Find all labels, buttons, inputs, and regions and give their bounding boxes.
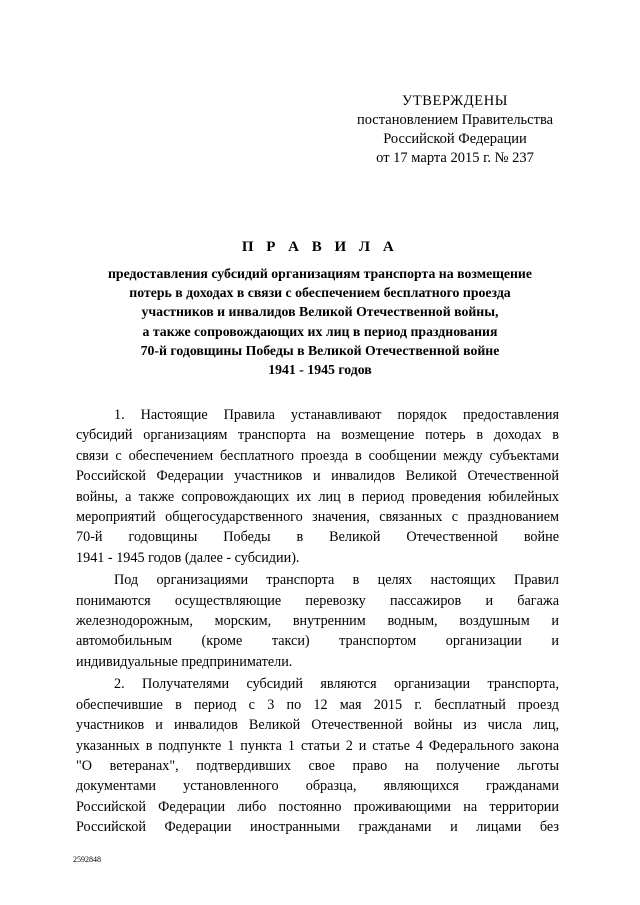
approval-title: УТВЕРЖДЕНЫ	[401, 93, 509, 109]
approval-stamp-block	[330, 92, 580, 168]
approval-line-1: постановлением Правительства	[356, 112, 554, 128]
body-line: Российской Федерации либо постоянно проживающими на территории	[76, 798, 559, 815]
body-line: указанных в подпункте 1 пункта 1 статьи 2 и статье 4 Федерального закона	[76, 737, 559, 754]
body-line: 1. Настоящие Правила устанавливают порядок предоставления	[114, 407, 559, 423]
body-line: 1941 - 1945 годов (далее - субсидии).	[76, 549, 300, 566]
paragraph-1	[76, 405, 559, 568]
body-line: Под организациями транспорта в целях настоящих Правил	[114, 572, 559, 589]
approval-line-2: Российской Федерации	[383, 131, 527, 147]
subtitle-line: потерь в доходах в связи с обеспечением бесплатного проезда	[129, 285, 511, 301]
document-title: П Р А В И Л А	[241, 239, 399, 255]
body-line: автомобильным (кроме такси) транспортом организации и	[76, 633, 559, 650]
body-line: обеспечившие в период с 3 по 12 мая 2015 г. бесплатный проезд	[76, 696, 559, 713]
body-line: 2. Получателями субсидий являются организации транспорта,	[114, 676, 559, 693]
body-line: мероприятий общегосударственного значения, связанных с празднованием	[76, 509, 559, 526]
body-line: понимаются осуществляющие перевозку пассажиров и багажа	[76, 592, 559, 609]
body-line: индивидуальные предприниматели.	[76, 653, 293, 670]
body-line: Российской Федерации иностранными гражданами и лицами без	[76, 819, 559, 836]
paragraph-3	[76, 674, 559, 837]
body-line: "О ветеранах", подтвердивших свое право на получение льготы	[76, 757, 559, 774]
body-line: участников и инвалидов Великой Отечественной войны из числа лиц,	[76, 717, 559, 734]
document-body	[76, 405, 559, 838]
subtitle-line: предоставления субсидий организациям транспорта на возмещение	[107, 266, 533, 281]
document-subtitle	[60, 264, 580, 379]
approval-line-3: от 17 марта 2015 г. № 237	[376, 150, 534, 166]
body-line: Российской Федерации участников и инвалидов Великой Отечественной	[76, 468, 559, 485]
body-line: субсидий организациям транспорта на возмещение потерь в доходах в	[76, 427, 559, 444]
body-line: документами установленного образца, являющихся гражданами	[76, 778, 559, 795]
subtitle-line: участников и инвалидов Великой Отечественной войны,	[141, 304, 499, 320]
body-line: 70-й годовщины Победы в Великой Отечественной войне	[76, 529, 559, 546]
document-code: 2592848	[73, 855, 101, 864]
subtitle-line: а также сопровождающих их лиц в период празднования	[142, 323, 498, 339]
paragraph-2	[76, 570, 559, 672]
subtitle-line: 1941 - 1945 годов	[268, 362, 372, 378]
body-line: связи с обеспечением бесплатного проезда в сообщении между субъектами	[76, 447, 559, 464]
body-line: войны, а также сопровождающих их лиц в период проведения юбилейных	[76, 488, 559, 505]
subtitle-line: 70-й годовщины Победы в Великой Отечественной войне	[140, 342, 500, 358]
body-line: железнодорожным, морским, внутренним водным, воздушным и	[76, 613, 559, 630]
